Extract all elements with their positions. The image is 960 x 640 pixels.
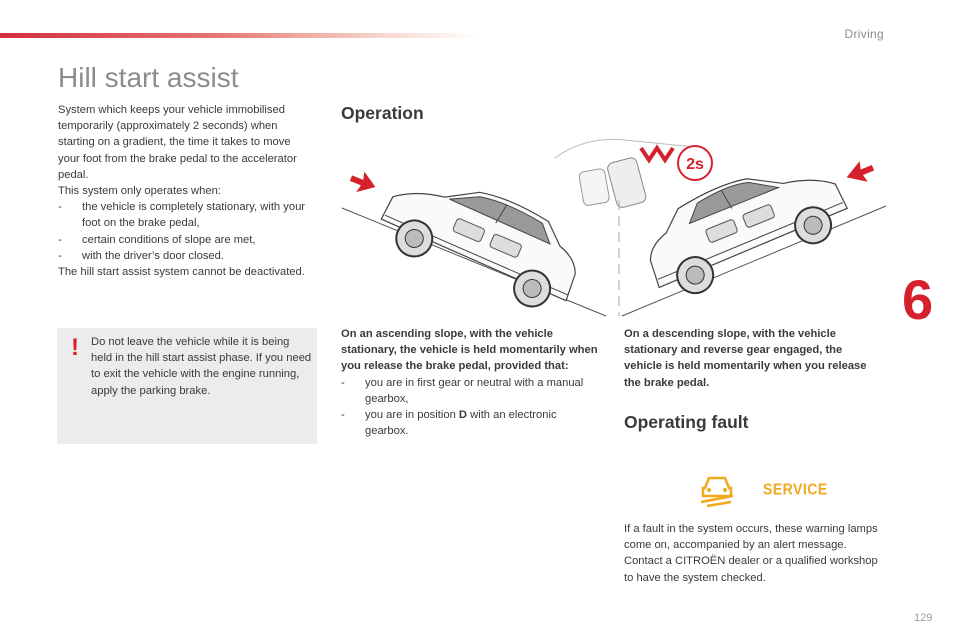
- warning-box: [57, 328, 317, 444]
- intro-block: [58, 102, 308, 280]
- hill-assist-warning-lamp-icon: [697, 472, 737, 510]
- header-accent-bar: [0, 33, 480, 38]
- condition-text: you are in first gear or neutral with a manual gearbox,: [365, 376, 584, 405]
- service-warning-lamp: SERVICE: [763, 479, 828, 499]
- descending-description: On a descending slope, with the vehicle stationary and reverse gear engaged, the vehicle is held momentarily when you release the brake pedal.: [624, 328, 867, 389]
- warning-text: Do not leave the vehicle while it is being held in the hill start assist phase. If you need to exit the vehicle with the engine running, apply the parking brake.: [91, 336, 312, 397]
- dash-marker: -: [58, 233, 62, 246]
- chapter-number: 6: [902, 268, 934, 331]
- condition-text: certain conditions of slope are met,: [82, 233, 256, 246]
- ascending-description: On an ascending slope, with the vehicle stationary, the vehicle is held momentarily when you release the brake pedal, provided that:: [341, 328, 598, 373]
- descending-block: [624, 326, 882, 391]
- conditions-intro: This system only operates when:: [58, 185, 221, 198]
- condition-item: [58, 248, 308, 264]
- car-body: [633, 150, 856, 306]
- section-header: Driving: [844, 27, 884, 41]
- fault-text: If a fault in the system occurs, these warning lamps come on, accompanied by an alert message. Contact a CITROËN dealer or a qualified workshop to have the system checked.: [624, 523, 878, 584]
- dash-marker: -: [341, 409, 345, 422]
- descending-car-illustration: [620, 150, 890, 320]
- gear-position-label: D: [458, 409, 468, 422]
- rollback-arrow-icon: [347, 168, 379, 198]
- ascending-block: [341, 326, 603, 439]
- page-title: Hill start assist: [58, 62, 239, 93]
- rollforward-arrow-icon: [843, 158, 877, 189]
- page-number: 129: [914, 612, 933, 624]
- condition-text: with the driver’s door closed.: [82, 249, 224, 262]
- dash-marker: -: [341, 376, 345, 389]
- intro-note: The hill start assist system cannot be deactivated.: [58, 266, 305, 279]
- warning-icon: !: [71, 334, 79, 361]
- condition-text: with an electronic gearbox.: [365, 409, 557, 438]
- ascending-condition-item: [341, 407, 603, 439]
- intro-description: System which keeps your vehicle immobilised temporarily (approximately 2 seconds) when starting on a gradient, the time it takes to move your foot from the brake pedal to the accelerator pedal.: [58, 104, 297, 181]
- ascending-condition-item: [341, 375, 603, 407]
- timer-badge-label: 2s: [686, 156, 704, 173]
- fault-heading: Operating fault: [624, 412, 749, 432]
- condition-text: you are in position: [365, 409, 459, 422]
- condition-item: [58, 199, 308, 231]
- dash-marker: -: [58, 201, 62, 214]
- operation-heading: Operation: [341, 103, 424, 123]
- dash-marker: -: [58, 249, 62, 262]
- condition-text: the vehicle is completely stationary, with your foot on the brake pedal,: [82, 201, 306, 230]
- condition-item: [58, 232, 308, 248]
